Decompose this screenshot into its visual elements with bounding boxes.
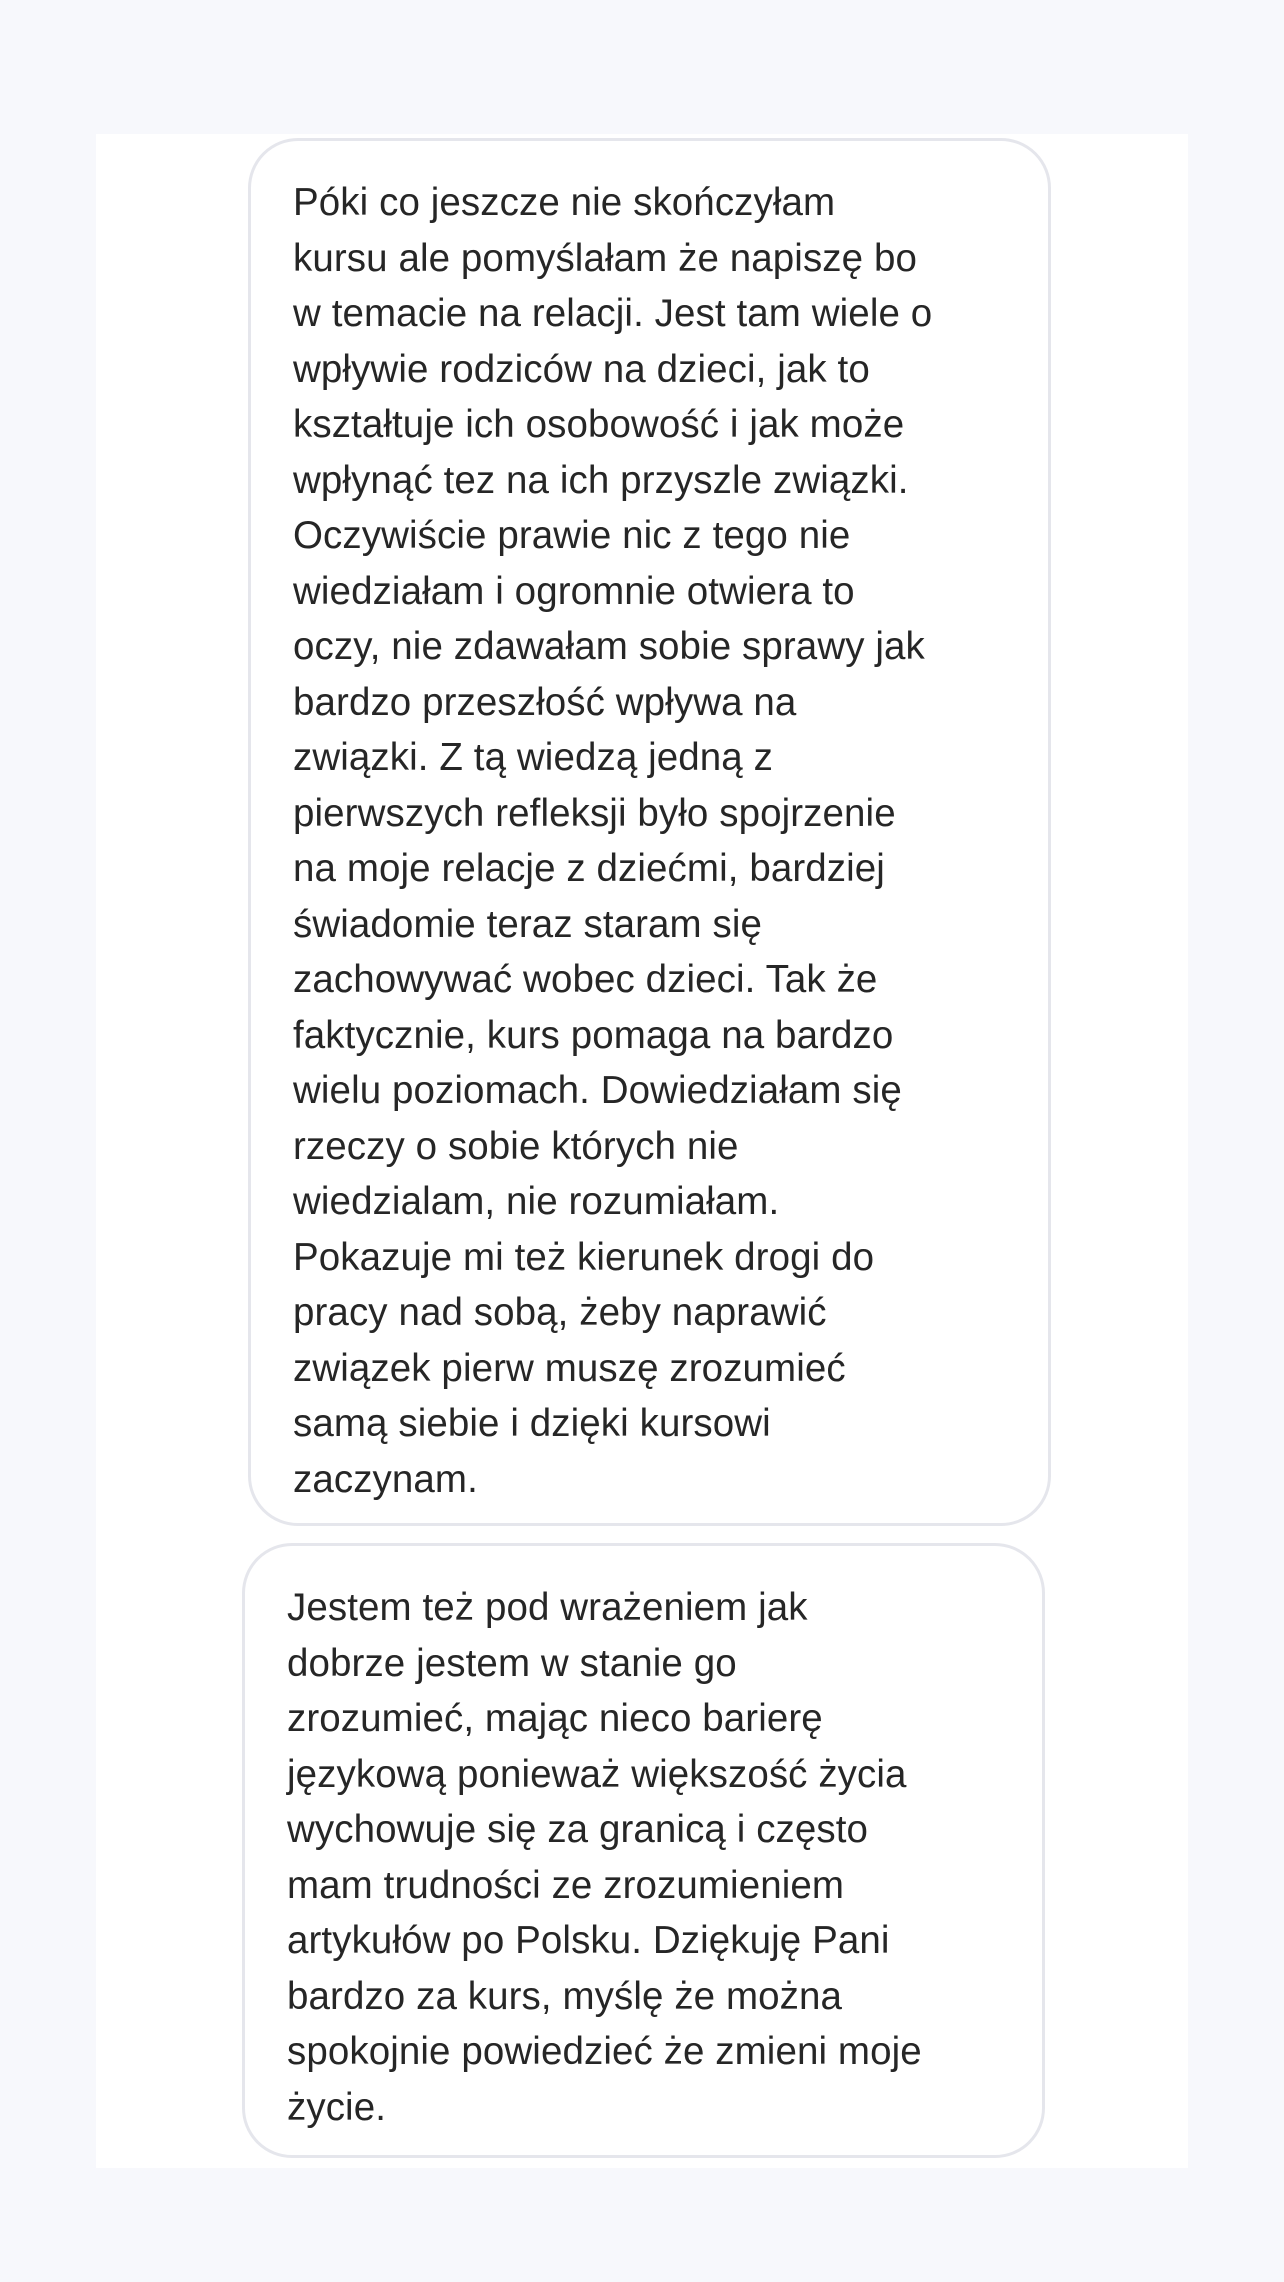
message-line: faktycznie, kurs pomaga na bardzo [293,1013,894,1057]
message-line: świadomie teraz staram się [293,902,763,946]
message-line: bardzo przeszłość wpływa na [293,680,797,724]
message-line: na moje relacje z dziećmi, bardziej [293,847,885,890]
message-line: dobrze jestem w stanie go [287,1641,737,1685]
message-line: Oczywiście prawie nic z tego nie [293,514,851,557]
message-line: zaczynam. [293,1457,478,1501]
message-bubble[interactable] [248,138,1051,1526]
message-line: wielu poziomach. Dowiedziałam się [293,1069,902,1112]
message-line: Póki co jeszcze nie skończyłam [293,181,836,224]
message-line: oczy, nie zdawałam sobie sprawy jak [293,625,925,668]
message-line: wychowuje się za granicą i często [287,1808,869,1851]
message-line: wpływie rodziców na dzieci, jak to [293,347,870,391]
message-line: kształtuje ich osobowość i jak może [293,403,905,446]
message-line: w temacie na relacji. Jest tam wiele o [293,292,933,335]
message-line: artykułów po Polsku. Dziękuję Pani [287,1919,890,1962]
message-line: mam trudności ze zrozumieniem [287,1863,845,1907]
message-line: wpłynąć tez na ich przyszle związki. [293,458,909,502]
message-line: samą siebie i dzięki kursowi [293,1402,771,1445]
message-line: wiedzialam, nie rozumiałam. [293,1180,780,1223]
message-line: kursu ale pomyślałam że napiszę bo [293,236,917,280]
message-line: rzeczy o sobie których nie [293,1124,739,1168]
message-line: Jestem też pod wrażeniem jak [287,1586,808,1629]
message-line: zachowywać wobec dzieci. Tak że [293,958,878,1001]
message-line: zrozumieć, mając nieco barierę [287,1697,823,1740]
message-line: językową ponieważ większość życia [287,1752,907,1796]
message-line: bardzo za kurs, myślę że można [287,1974,843,2018]
message-line: Pokazuje mi też kierunek drogi do [293,1235,875,1279]
message-line: pierwszych refleksji było spojrzenie [293,791,896,835]
message-line: związki. Z tą wiedzą jedną z [293,736,773,779]
message-line: związek pierw muszę zrozumieć [293,1346,846,1390]
message-line: życie. [287,2085,387,2129]
message-line: wiedziałam i ogromnie otwiera to [293,569,855,613]
message-line: spokojnie powiedzieć że zmieni moje [287,2030,922,2073]
message-line: pracy nad sobą, żeby naprawić [293,1291,827,1334]
message-bubble[interactable] [242,1543,1045,2158]
